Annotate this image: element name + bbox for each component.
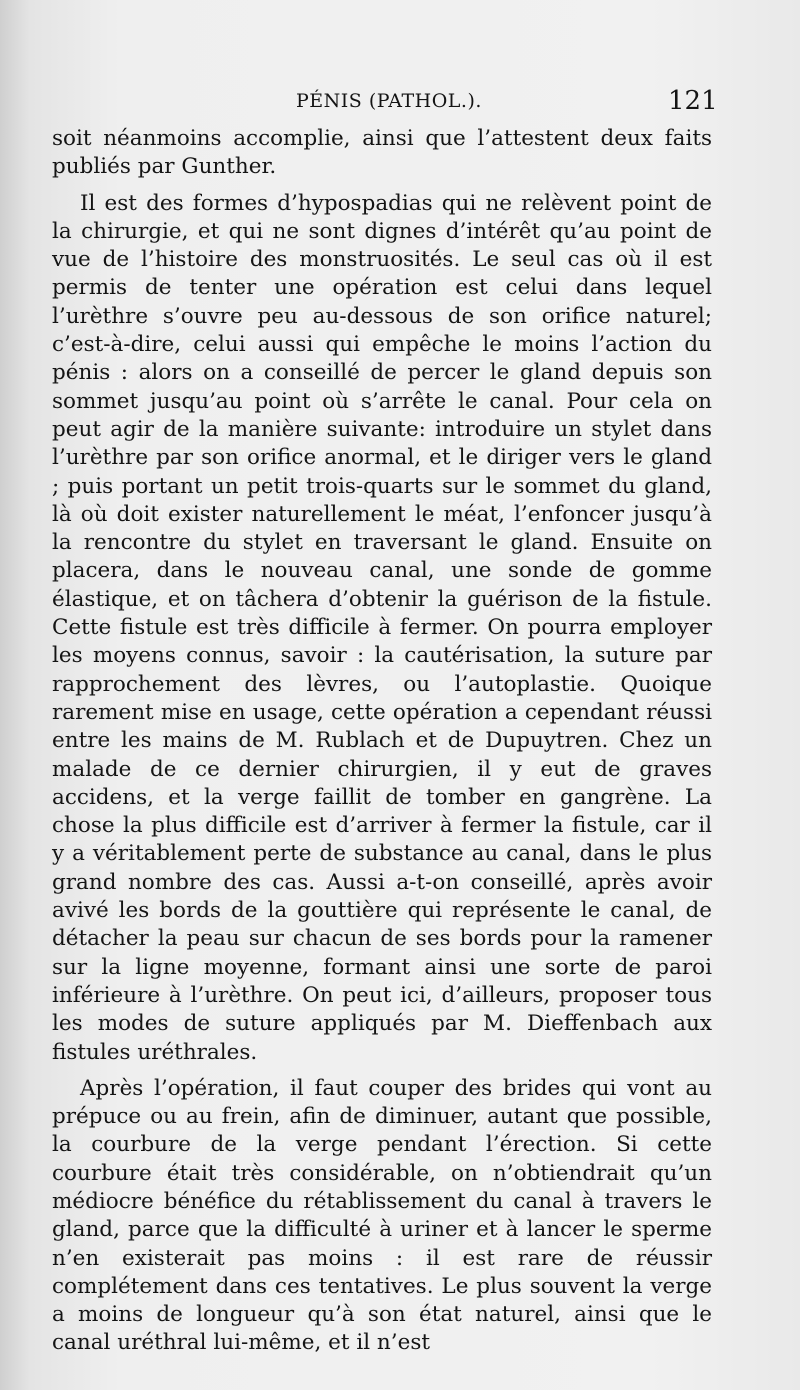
paragraph-hypospadias-operation: Il est des formes d’hypospadias qui ne relèvent point de la chirurgie, et qui ne sont dignes d’intérêt qu’au point de vue de l’histoire des monstruosités. Le seul cas où il est permis de tenter une opération est celui dans lequel l’urèthre s’ouvre peu au-dessous de son orifice naturel; c’est-à-dire, celui aussi qui empêche le moins l’action du pénis : alors on a conseillé de percer le gland depuis son sommet jusqu’au point où s’arrête le canal. Pour cela on peut agir de la manière suivante: introduire un stylet dans l’urèthre par son orifice anormal, et le diriger vers le gland ; puis portant un petit trois-quarts sur le sommet du gland, là où doit exister naturellement le méat, l’enfoncer jusqu’à la rencontre du stylet en traversant le gland. Ensuite on placera, dans le nouveau canal, une sonde de gomme élastique, et on tâchera d’obtenir la guérison de la fistule. Cette fistule est très difficile à fermer. On pourra employer les moyens connus, savoir : la cautérisation, la suture par rapprochement des lèvres, ou l’autoplastie. Quoique rarement mise en usage, cette opération a cependant réussi entre les mains de M. Rublach et de Dupuytren. Chez un malade de ce dernier chirurgien, il y eut de graves accidens, et la verge faillit de tomber en gangrène. La chose la plus difficile est d’arriver à fermer la fistule, car il y a véritablement perte de substance au canal, dans le plus grand nombre des cas. Aussi a-t-on conseillé, après avoir avivé les bords de la gouttière qui représente le canal, de détacher la peau sur chacun de ses bords pour la ramener sur la ligne moyenne, formant ainsi une sorte de paroi inférieure à l’urèthre. On peut ici, d’ailleurs, proposer tous les modes de suture appliqués par M. Dieffenbach aux fistules uréthrales.	[52, 190, 712, 1065]
paragraph-after-operation: Après l’opération, il faut couper des brides qui vont au prépuce ou au frein, afin de diminuer, autant que possible, la courbure de la verge pendant l’érection. Si cette courbure était très considérable, on n’obtiendrait qu’un médiocre bénéfice du rétablissement du canal à travers le gland, parce que la difficulté à uriner et à lancer le sperme n’en existerait pas moins : il est rare de réussir complétement dans ces tentatives. Le plus souvent la verge a moins de longueur qu’à son état naturel, ainsi que le canal uréthral lui-même, et il n’est	[52, 1075, 712, 1356]
running-head: PÉNIS (PATHOL.).	[296, 90, 482, 112]
body-text	[52, 125, 712, 1358]
page-number: 121	[668, 86, 718, 116]
page-header	[0, 86, 800, 120]
paragraph-continuation: soit néanmoins accomplie, ainsi que l’attestent deux faits publiés par Gunther.	[52, 126, 712, 180]
